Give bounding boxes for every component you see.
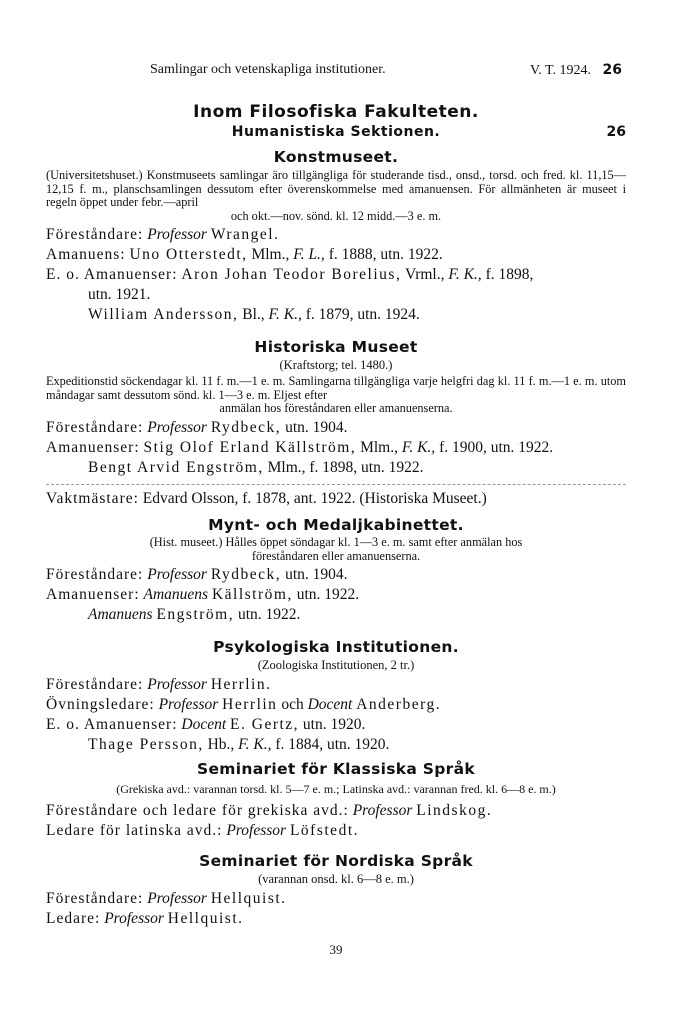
mynt-line-engstrom bbox=[46, 605, 626, 625]
person-detail: utn. 1922. bbox=[237, 606, 301, 623]
title-label: Professor bbox=[352, 802, 413, 819]
person-name: William Andersson, bbox=[88, 306, 239, 323]
klassiska-line-ledare bbox=[46, 821, 626, 841]
section-title-row bbox=[46, 124, 626, 144]
role-label: Föreståndare: bbox=[46, 890, 144, 907]
klassiska-section bbox=[46, 760, 626, 841]
title-label: Professor bbox=[147, 226, 207, 243]
role-label: Amanuenser: bbox=[46, 438, 140, 456]
mynt-note-last: föreståndaren eller amanuenserna. bbox=[251, 548, 421, 563]
historiska-line-vaktmastare bbox=[46, 484, 626, 509]
role-label: Föreståndare: bbox=[46, 226, 144, 243]
person-name: Stig Olof Erland Källström, bbox=[143, 438, 357, 456]
person-name: Källström, bbox=[211, 586, 293, 603]
person-name: Uno Otterstedt, bbox=[129, 246, 248, 263]
person-detail: f. 1900, utn. 1922. bbox=[439, 438, 554, 456]
historiska-note bbox=[46, 375, 626, 416]
klassiska-sub: (Grekiska avd.: varannan torsd. kl. 5—7 e. m.; Latinska avd.: varannan fred. kl. 6—8 e. m.) bbox=[116, 782, 556, 796]
person-name: Rydbeck, bbox=[210, 418, 282, 436]
title-label: Professor bbox=[147, 566, 207, 583]
psyk-line-forestandare bbox=[46, 675, 626, 695]
konstmuseet-section bbox=[46, 148, 626, 325]
page-number: 39 bbox=[329, 942, 343, 957]
person-detail: Mlm., f. 1898, utn. 1922. bbox=[267, 458, 424, 476]
person-detail: f. 1879, utn. 1924. bbox=[305, 306, 420, 323]
title-label: Amanuens bbox=[88, 606, 153, 623]
person-detail: Vrml., bbox=[404, 266, 445, 283]
running-header-title: Samlingar och vetenskapliga institutioner. bbox=[150, 62, 386, 77]
title-label: Amanuens bbox=[143, 586, 209, 603]
role-label: E. o. Amanuenser: bbox=[46, 266, 178, 283]
person-detail: utn. 1904. bbox=[285, 418, 348, 436]
section-number: 26 bbox=[606, 124, 626, 140]
person-name: Bengt Arvid Engström, bbox=[88, 458, 264, 476]
role-label: Amanuens: bbox=[46, 246, 126, 263]
historiska-line-engstrom bbox=[46, 458, 626, 478]
person-detail: utn. 1921. bbox=[88, 286, 151, 303]
person-detail: Edvard Olsson, f. 1878, ant. 1922. (Historiska Museet.) bbox=[142, 489, 487, 507]
person-detail: Mlm., bbox=[360, 438, 398, 456]
person-name: Engström, bbox=[156, 606, 235, 623]
person-name: Rydbeck, bbox=[210, 566, 282, 583]
faculty-title: Inom Filosofiska Fakulteten. bbox=[193, 102, 479, 122]
psyk-line-ovningsledare bbox=[46, 695, 626, 715]
role-label: Ledare för latinska avd.: bbox=[46, 822, 223, 839]
title-label: Professor bbox=[226, 822, 287, 839]
person-name: E. Gertz, bbox=[230, 716, 300, 733]
role-label: Vaktmästare: bbox=[46, 489, 139, 507]
person-detail: Bl., bbox=[242, 306, 265, 323]
person-detail: Hb., bbox=[207, 736, 235, 753]
historiska-sub: (Kraftstorg; tel. 1480.) bbox=[279, 358, 393, 372]
running-header-volume: V. T. 1924. bbox=[529, 63, 592, 78]
person-detail: f. 1888, utn. 1922. bbox=[328, 246, 443, 263]
nordiska-section bbox=[46, 852, 626, 929]
konstmuseet-note-last: och okt.—nov. sönd. kl. 12 midd.—3 e. m. bbox=[230, 208, 442, 223]
role-label: Föreståndare: bbox=[46, 676, 144, 693]
historiska-line-amanuenser bbox=[46, 438, 626, 458]
nordiska-title: Seminariet för Nordiska Språk bbox=[199, 852, 473, 870]
konstmuseet-line-cont bbox=[46, 285, 626, 305]
mynt-line-amanuenser bbox=[46, 585, 626, 605]
person-name: Thage Persson, bbox=[88, 736, 204, 753]
role-label: Föreståndare och ledare för grekiska avd.: bbox=[46, 802, 349, 819]
konstmuseet-note-text: (Universitetshuset.) Konstmuseets samlingar äro tillgängliga för studerande tisd., onsd., torsd. och fred. kl. 11,15—12,15 f. m., planschsamlingen dessutom efter överenskommelse med amanuensen. För allmänheten är museet i regeln öppet under febr.—april bbox=[46, 168, 626, 209]
mynt-title: Mynt- och Medaljkabinettet. bbox=[208, 516, 464, 534]
person-name: Herrlin bbox=[222, 696, 278, 713]
historiska-title: Historiska Museet bbox=[254, 338, 418, 356]
person-name: Wrangel. bbox=[210, 226, 280, 243]
historiska-section bbox=[46, 338, 626, 509]
degree-label: F. L., bbox=[293, 246, 325, 263]
person-name: Hellquist. bbox=[167, 910, 244, 927]
mynt-section bbox=[46, 516, 626, 625]
person-detail: utn. 1922. bbox=[296, 586, 360, 603]
historiska-line-forestandare bbox=[46, 418, 626, 438]
psyk-title: Psykologiska Institutionen. bbox=[213, 638, 459, 656]
psyk-line-persson bbox=[46, 735, 626, 755]
konstmuseet-note bbox=[46, 169, 626, 223]
psyk-sub: (Zoologiska Institutionen, 2 tr.) bbox=[257, 658, 415, 672]
person-name: Lindskog. bbox=[416, 802, 493, 819]
nordiska-sub: (varannan onsd. kl. 6—8 e. m.) bbox=[258, 872, 414, 886]
person-detail: utn. 1904. bbox=[285, 566, 348, 583]
nordiska-line-forestandare bbox=[46, 889, 626, 909]
konstmuseet-title: Konstmuseet. bbox=[273, 148, 399, 166]
person-name: Anderberg. bbox=[356, 696, 442, 713]
degree-label: F. K., bbox=[401, 438, 436, 456]
running-header-right bbox=[530, 62, 622, 79]
person-detail: Mlm., bbox=[251, 246, 290, 263]
person-detail: f. 1898, bbox=[485, 266, 534, 283]
historiska-note-last: anmälan hos föreståndaren eller amanuenserna. bbox=[219, 401, 453, 415]
role-label: Amanuenser: bbox=[46, 586, 140, 603]
title-label: Professor bbox=[147, 676, 207, 693]
psyk-section bbox=[46, 638, 626, 755]
title-label: Professor bbox=[158, 696, 219, 713]
role-label: E. o. Amanuenser: bbox=[46, 716, 178, 733]
degree-label: F. K., bbox=[238, 736, 272, 753]
nordiska-line-ledare bbox=[46, 909, 626, 929]
role-label: Föreståndare: bbox=[46, 566, 144, 583]
title-label: Professor bbox=[104, 910, 164, 927]
psyk-line-eo-amanuenser bbox=[46, 715, 626, 735]
title-label: Docent bbox=[307, 696, 353, 713]
running-header bbox=[150, 62, 622, 79]
degree-label: F. K., bbox=[448, 266, 482, 283]
role-label: Föreståndare: bbox=[46, 418, 144, 436]
mynt-note-text: (Hist. museet.) Hålles öppet söndagar kl. 1—3 e. m. samt efter anmälan hos bbox=[149, 535, 523, 549]
mynt-line-forestandare bbox=[46, 565, 626, 585]
klassiska-line-forestandare bbox=[46, 801, 626, 821]
person-name: Löfstedt. bbox=[289, 822, 359, 839]
section-title: Humanistiska Sektionen. bbox=[231, 124, 441, 140]
klassiska-title: Seminariet för Klassiska Språk bbox=[197, 760, 475, 778]
degree-label: F. K., bbox=[268, 306, 302, 323]
person-name: Herrlin. bbox=[210, 676, 272, 693]
person-detail: f. 1884, utn. 1920. bbox=[275, 736, 390, 753]
conjunction: och bbox=[281, 696, 304, 713]
historiska-note-text: Expeditionstid söckendagar kl. 11 f. m.—1 e. m. Samlingarna tillgängliga varje helgfri dag kl. 11 f. m.—1 e. m. utom måndagar samt dessutom sönd. kl. 1—3 e. m. Eljest efter bbox=[46, 374, 626, 402]
konstmuseet-line-eo-amanuenser bbox=[46, 265, 626, 285]
running-header-page-marker: 26 bbox=[602, 62, 622, 78]
role-label: Övningsledare: bbox=[46, 696, 155, 713]
konstmuseet-line-amanuens bbox=[46, 245, 626, 265]
title-label: Docent bbox=[181, 716, 227, 733]
person-detail: utn. 1920. bbox=[302, 716, 366, 733]
role-label: Ledare: bbox=[46, 910, 101, 927]
konstmuseet-line-forestandare bbox=[46, 225, 626, 245]
title-label: Professor bbox=[147, 418, 207, 436]
person-name: Aron Johan Teodor Borelius, bbox=[181, 266, 402, 283]
person-name: Hellquist. bbox=[210, 890, 287, 907]
konstmuseet-line-andersson bbox=[46, 305, 626, 325]
mynt-note bbox=[46, 536, 626, 563]
title-label: Professor bbox=[147, 890, 207, 907]
